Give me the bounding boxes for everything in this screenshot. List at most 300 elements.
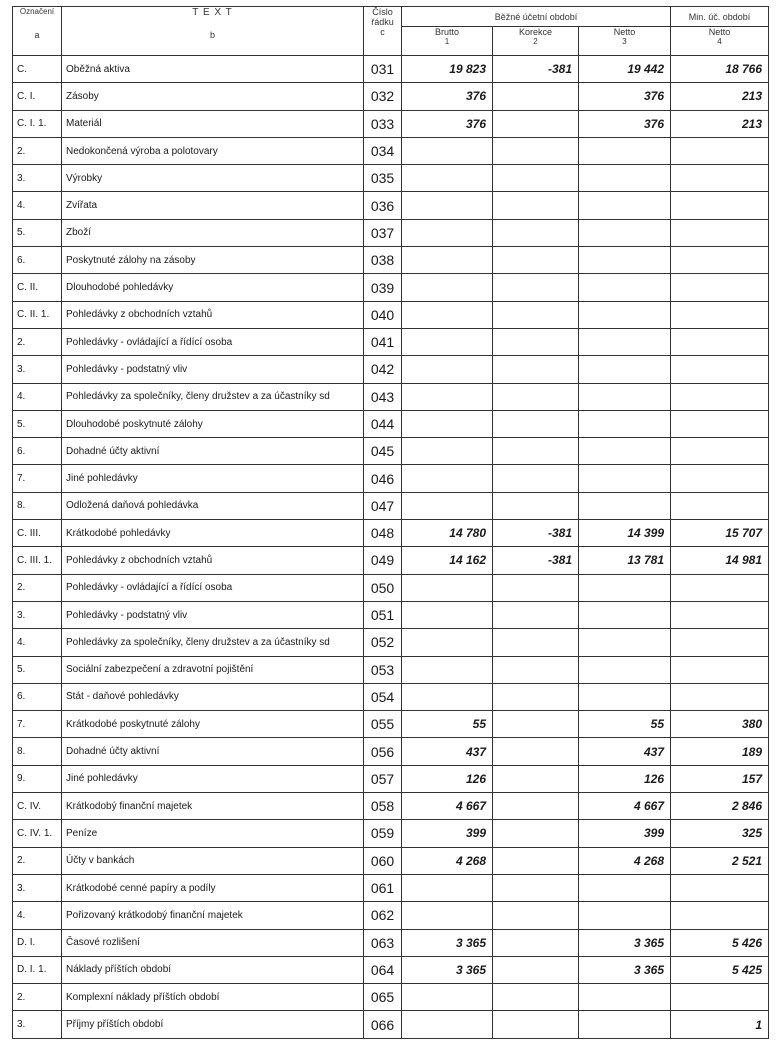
table-row [13,629,769,656]
row-line: 058 [364,793,402,820]
row-line: 034 [364,137,402,164]
cell-brutto: 437 [402,738,493,765]
header-brutto [402,27,493,56]
cell-netto: 126 [579,765,671,792]
header-prev-period: Min. úč. období [671,7,769,27]
table-row [13,219,769,246]
balance-sheet [12,6,768,1039]
table-row [13,820,769,847]
cell-netto [579,438,671,465]
cell-brutto [402,492,493,519]
cell-brutto [402,1011,493,1038]
row-text: Pořizovaný krátkodobý finanční majetek [62,902,364,929]
row-text: Nedokončená výroba a polotovary [62,137,364,164]
cell-korekce [493,492,579,519]
row-code: 4. [13,902,62,929]
cell-korekce: -381 [493,56,579,83]
table-row [13,929,769,956]
cell-netto: 55 [579,711,671,738]
row-line: 047 [364,492,402,519]
cell-korekce [493,601,579,628]
row-line: 032 [364,83,402,110]
row-code: C. III. [13,520,62,547]
row-line: 050 [364,574,402,601]
row-line: 036 [364,192,402,219]
cell-netto-prev [671,683,769,710]
cell-brutto: 376 [402,110,493,137]
cell-brutto: 376 [402,83,493,110]
cell-netto [579,984,671,1011]
table-row [13,956,769,983]
row-line: 065 [364,984,402,1011]
header-current-period: Běžné účetní období [402,7,671,27]
cell-korekce [493,874,579,901]
row-text: Pohledávky za společníky, členy družstev a za účastníky sd [62,629,364,656]
cell-korekce [493,1011,579,1038]
cell-netto [579,656,671,683]
cell-korekce [493,738,579,765]
row-text: Výrobky [62,165,364,192]
row-code: D. I. 1. [13,956,62,983]
header-netto [579,27,671,56]
cell-netto-prev [671,492,769,519]
header-korekce-label: Korekce [518,27,553,37]
header-netto-prev-num: 4 [717,37,722,46]
row-line: 057 [364,765,402,792]
row-code: C. I. 1. [13,110,62,137]
cell-netto-prev [671,574,769,601]
cell-netto-prev [671,410,769,437]
row-text: Pohledávky - ovládající a řídící osoba [62,574,364,601]
cell-korekce [493,110,579,137]
row-code: D. I. [13,929,62,956]
cell-korekce [493,301,579,328]
header-netto-label: Netto [613,27,636,37]
cell-korekce [493,574,579,601]
cell-netto [579,574,671,601]
table-row [13,465,769,492]
table-row [13,547,769,574]
cell-netto [579,165,671,192]
header-brutto-num: 1 [444,37,450,46]
row-line: 054 [364,683,402,710]
row-text: Pohledávky z obchodních vztahů [62,547,364,574]
cell-korekce [493,847,579,874]
row-line: 053 [364,656,402,683]
row-code: C. IV. [13,793,62,820]
header-code [13,7,62,56]
row-text: Sociální zabezpečení a zdravotní pojištění [62,656,364,683]
table-row [13,711,769,738]
row-text: Pohledávky - podstatný vliv [62,601,364,628]
table-row [13,1011,769,1038]
table-row [13,383,769,410]
row-text: Materiál [62,110,364,137]
cell-korekce [493,328,579,355]
cell-brutto: 14 780 [402,520,493,547]
row-code: 3. [13,356,62,383]
row-text: Odložená daňová pohledávka [62,492,364,519]
cell-netto-prev: 5 425 [671,956,769,983]
row-text: Pohledávky - ovládající a řídící osoba [62,328,364,355]
cell-korekce [493,356,579,383]
cell-brutto [402,410,493,437]
cell-netto-prev [671,328,769,355]
cell-netto-prev [671,383,769,410]
cell-brutto: 55 [402,711,493,738]
row-code: 3. [13,165,62,192]
row-code: C. IV. 1. [13,820,62,847]
row-line: 046 [364,465,402,492]
cell-netto [579,274,671,301]
row-text: Peníze [62,820,364,847]
cell-netto-prev [671,192,769,219]
cell-brutto: 19 823 [402,56,493,83]
row-line: 056 [364,738,402,765]
cell-brutto [402,137,493,164]
row-line: 044 [364,410,402,437]
cell-netto [579,383,671,410]
header-brutto-label: Brutto [434,27,459,37]
cell-netto-prev [671,902,769,929]
cell-netto-prev [671,465,769,492]
cell-netto-prev: 213 [671,83,769,110]
cell-brutto [402,438,493,465]
cell-netto-prev [671,984,769,1011]
header-netto-prev-label: Netto [708,27,731,37]
cell-korekce [493,274,579,301]
cell-netto-prev: 18 766 [671,56,769,83]
cell-brutto [402,683,493,710]
cell-brutto [402,984,493,1011]
cell-netto-prev [671,438,769,465]
cell-netto-prev [671,274,769,301]
row-code: 2. [13,847,62,874]
cell-brutto [402,629,493,656]
cell-korekce [493,165,579,192]
cell-netto [579,874,671,901]
table-row [13,301,769,328]
table-row [13,902,769,929]
row-code: 6. [13,247,62,274]
cell-netto-prev [671,219,769,246]
row-code: 5. [13,410,62,437]
table-row [13,137,769,164]
cell-brutto: 399 [402,820,493,847]
cell-korekce [493,820,579,847]
cell-netto: 3 365 [579,929,671,956]
cell-netto-prev: 157 [671,765,769,792]
cell-netto: 13 781 [579,547,671,574]
table-row [13,738,769,765]
cell-korekce [493,711,579,738]
header-netto-num: 3 [622,37,627,46]
cell-netto [579,192,671,219]
row-text: Dlouhodobé pohledávky [62,274,364,301]
row-text: Účty v bankách [62,847,364,874]
cell-netto [579,356,671,383]
row-line: 035 [364,165,402,192]
row-text: Pohledávky za společníky, členy družstev a za účastníky sd [62,383,364,410]
row-code: 4. [13,629,62,656]
row-line: 066 [364,1011,402,1038]
header-line-label-2: řádku [371,17,394,27]
cell-netto-prev: 325 [671,820,769,847]
table-row [13,165,769,192]
cell-brutto [402,274,493,301]
row-text: Náklady příštích období [62,956,364,983]
table-row [13,192,769,219]
cell-korekce: -381 [493,547,579,574]
row-code: 2. [13,984,62,1011]
cell-korekce: -381 [493,520,579,547]
row-code: C. II. [13,274,62,301]
cell-brutto [402,328,493,355]
cell-korekce [493,410,579,437]
cell-netto-prev [671,247,769,274]
row-text: Pohledávky - podstatný vliv [62,356,364,383]
cell-netto-prev [671,874,769,901]
cell-netto [579,247,671,274]
cell-korekce [493,765,579,792]
header-text [62,7,364,56]
row-text: Dohadné účty aktivní [62,738,364,765]
table-row [13,847,769,874]
cell-netto [579,1011,671,1038]
cell-korekce [493,956,579,983]
row-line: 038 [364,247,402,274]
table-row [13,83,769,110]
row-text: Stát - daňové pohledávky [62,683,364,710]
table-row [13,984,769,1011]
cell-brutto: 3 365 [402,956,493,983]
row-code: 7. [13,465,62,492]
cell-korekce [493,629,579,656]
row-code: 3. [13,601,62,628]
cell-netto [579,683,671,710]
row-line: 043 [364,383,402,410]
row-line: 040 [364,301,402,328]
cell-brutto: 126 [402,765,493,792]
header-line-label-1: Číslo [372,7,393,17]
cell-korekce [493,465,579,492]
row-line: 063 [364,929,402,956]
row-line: 061 [364,874,402,901]
cell-netto [579,902,671,929]
table-row [13,274,769,301]
cell-brutto [402,301,493,328]
cell-brutto [402,383,493,410]
row-code: 4. [13,192,62,219]
cell-brutto [402,902,493,929]
cell-netto: 4 667 [579,793,671,820]
cell-netto-prev [671,656,769,683]
table-row [13,328,769,355]
assets-table [12,6,769,1039]
cell-netto-prev [671,137,769,164]
header-line-sub: c [380,27,385,37]
row-code: C. [13,56,62,83]
row-code: 2. [13,574,62,601]
header-text-label: T E X T [192,7,233,18]
cell-netto: 399 [579,820,671,847]
cell-netto [579,137,671,164]
cell-brutto: 4 667 [402,793,493,820]
row-text: Příjmy příštích období [62,1011,364,1038]
cell-korekce [493,438,579,465]
row-text: Krátkodobé cenné papíry a podíly [62,874,364,901]
row-text: Jiné pohledávky [62,465,364,492]
cell-netto: 376 [579,110,671,137]
cell-netto-prev: 14 981 [671,547,769,574]
table-row [13,492,769,519]
cell-brutto [402,356,493,383]
row-code: 6. [13,683,62,710]
table-row [13,56,769,83]
row-line: 060 [364,847,402,874]
cell-korekce [493,192,579,219]
table-row [13,110,769,137]
cell-brutto: 4 268 [402,847,493,874]
row-text: Dlouhodobé poskytnuté zálohy [62,410,364,437]
row-line: 045 [364,438,402,465]
row-line: 059 [364,820,402,847]
cell-korekce [493,247,579,274]
row-text: Krátkodobé pohledávky [62,520,364,547]
cell-netto-prev: 2 521 [671,847,769,874]
row-line: 041 [364,328,402,355]
cell-netto [579,301,671,328]
cell-netto: 4 268 [579,847,671,874]
cell-korekce [493,219,579,246]
cell-netto: 437 [579,738,671,765]
row-line: 048 [364,520,402,547]
row-code: 3. [13,1011,62,1038]
row-code: 2. [13,137,62,164]
cell-netto-prev [671,301,769,328]
row-code: 3. [13,874,62,901]
cell-netto-prev: 213 [671,110,769,137]
cell-brutto [402,165,493,192]
row-text: Dohadné účty aktivní [62,438,364,465]
header-netto-prev [671,27,769,56]
table-row [13,601,769,628]
row-code: 7. [13,711,62,738]
row-line: 039 [364,274,402,301]
cell-netto [579,492,671,519]
row-line: 062 [364,902,402,929]
cell-netto [579,465,671,492]
row-code: 4. [13,383,62,410]
row-line: 042 [364,356,402,383]
row-text: Oběžná aktiva [62,56,364,83]
row-line: 037 [364,219,402,246]
table-row [13,520,769,547]
cell-netto: 14 399 [579,520,671,547]
row-code: 8. [13,492,62,519]
header-text-sub: b [209,30,215,40]
cell-netto: 19 442 [579,56,671,83]
row-text: Časové rozlišení [62,929,364,956]
cell-brutto [402,465,493,492]
cell-netto-prev: 1 [671,1011,769,1038]
cell-brutto [402,192,493,219]
cell-netto [579,219,671,246]
header-code-label: Označení [19,7,55,16]
row-text: Zboží [62,219,364,246]
cell-korekce [493,902,579,929]
row-code: 2. [13,328,62,355]
cell-korekce [493,793,579,820]
cell-netto: 376 [579,83,671,110]
table-body [13,56,769,1039]
cell-netto-prev [671,165,769,192]
row-code: C. I. [13,83,62,110]
cell-korekce [493,83,579,110]
cell-netto-prev: 189 [671,738,769,765]
row-line: 051 [364,601,402,628]
cell-brutto [402,601,493,628]
row-line: 052 [364,629,402,656]
cell-netto-prev [671,601,769,628]
cell-netto [579,601,671,628]
row-text: Komplexní náklady příštích období [62,984,364,1011]
row-code: C. II. 1. [13,301,62,328]
cell-netto-prev: 2 846 [671,793,769,820]
row-line: 033 [364,110,402,137]
row-code: C. III. 1. [13,547,62,574]
table-row [13,356,769,383]
row-line: 064 [364,956,402,983]
cell-brutto [402,574,493,601]
cell-korekce [493,929,579,956]
row-code: 6. [13,438,62,465]
cell-netto-prev: 380 [671,711,769,738]
cell-netto: 3 365 [579,956,671,983]
cell-korekce [493,984,579,1011]
cell-netto [579,328,671,355]
cell-brutto: 14 162 [402,547,493,574]
row-text: Zvířata [62,192,364,219]
row-text: Zásoby [62,83,364,110]
cell-brutto [402,247,493,274]
cell-netto-prev: 15 707 [671,520,769,547]
cell-korekce [493,383,579,410]
table-row [13,765,769,792]
row-code: 8. [13,738,62,765]
table-row [13,656,769,683]
table-row [13,574,769,601]
table-row [13,793,769,820]
row-text: Krátkodobý finanční majetek [62,793,364,820]
table-row [13,874,769,901]
row-code: 5. [13,656,62,683]
cell-netto-prev [671,629,769,656]
table-row [13,410,769,437]
header-korekce [493,27,579,56]
row-line: 055 [364,711,402,738]
cell-brutto [402,656,493,683]
row-code: 5. [13,219,62,246]
cell-korekce [493,656,579,683]
row-code: 9. [13,765,62,792]
row-text: Jiné pohledávky [62,765,364,792]
cell-brutto: 3 365 [402,929,493,956]
row-line: 049 [364,547,402,574]
cell-korekce [493,137,579,164]
cell-netto-prev: 5 426 [671,929,769,956]
row-text: Krátkodobé poskytnuté zálohy [62,711,364,738]
